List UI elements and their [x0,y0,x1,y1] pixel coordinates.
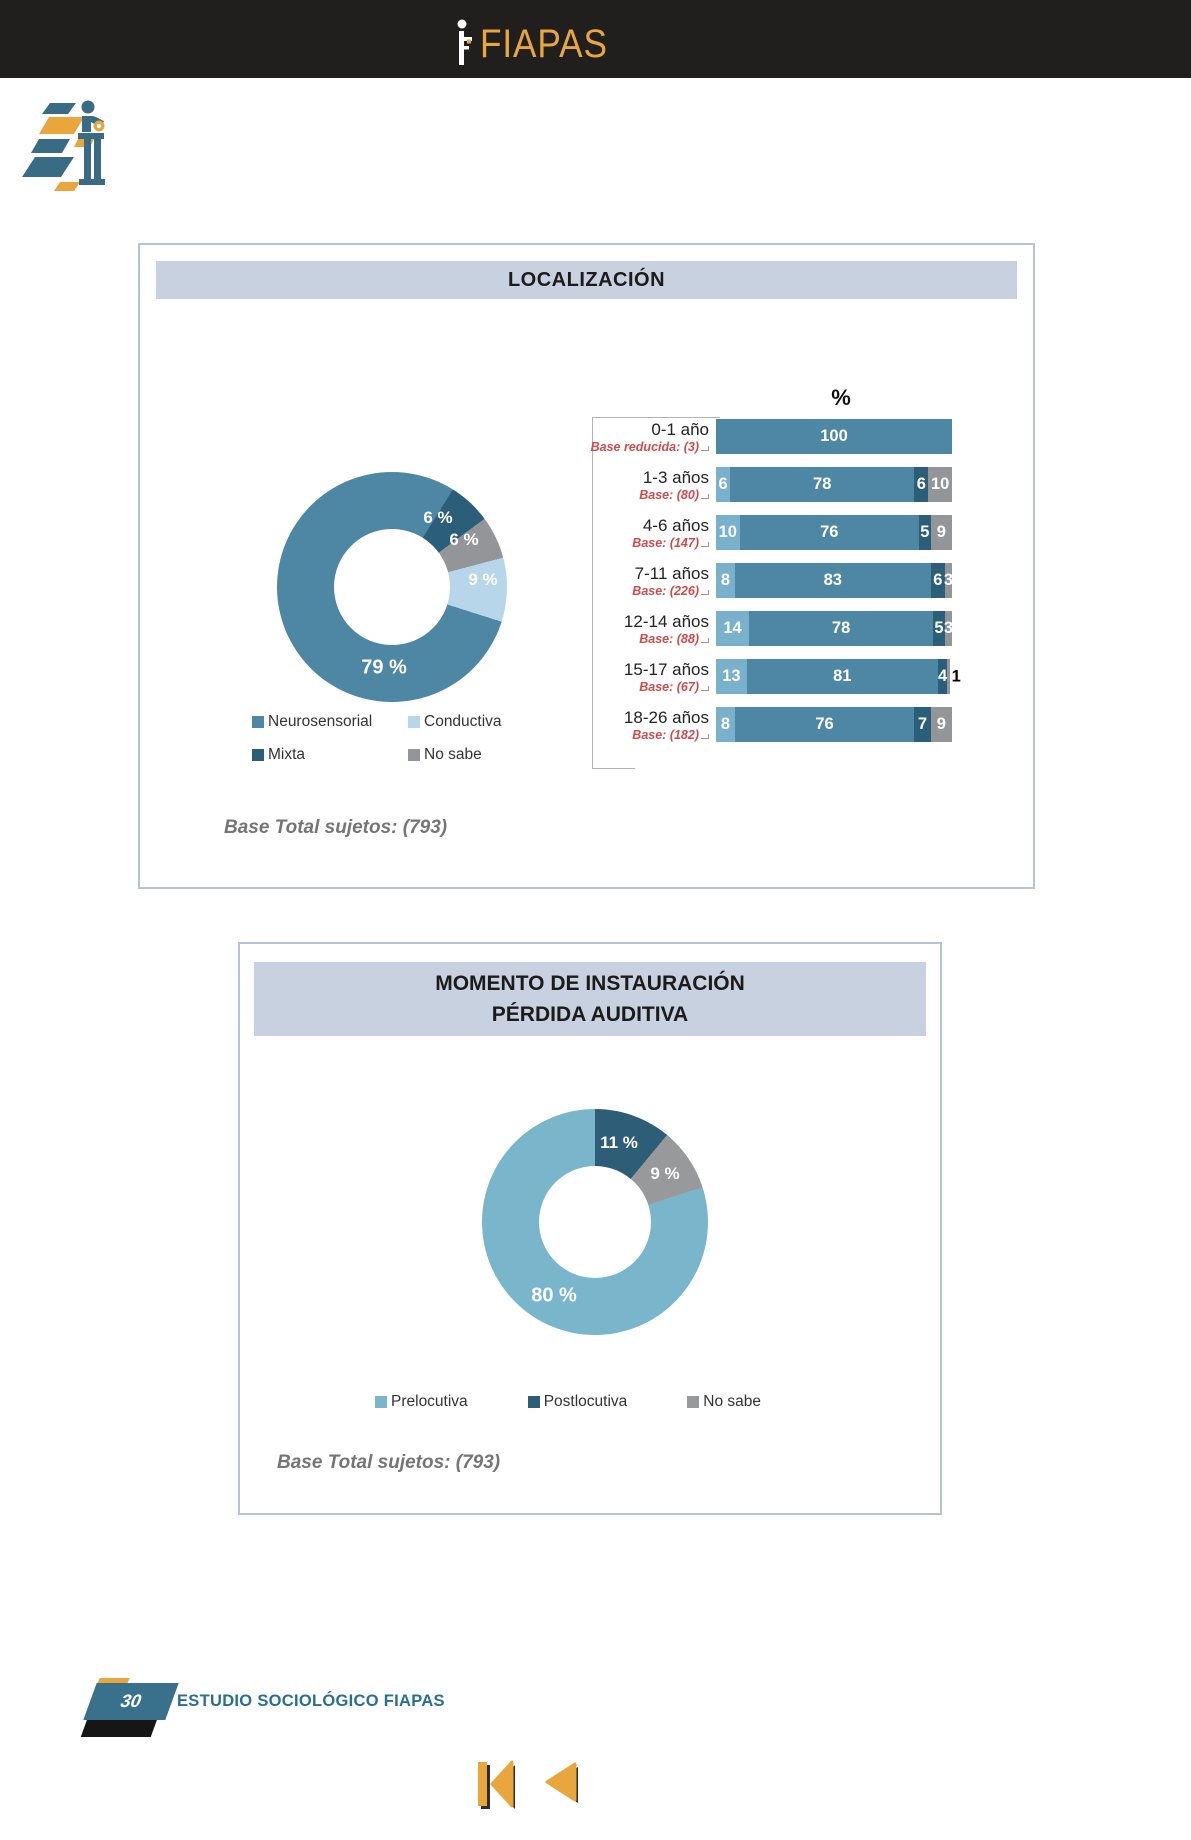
donut-chart-momento [482,1109,708,1335]
age-group-label: 0-1 año [651,419,709,439]
base-size-label: Base: (147) [580,536,709,550]
bar-segment-value: 8 [720,571,731,589]
localizacion-title: LOCALIZACIÓN [156,261,1017,299]
bar-row [580,659,959,694]
bar-segment [735,707,914,742]
momento-title [254,962,926,1036]
bar-segment [931,563,945,598]
bar-row [580,611,959,646]
legend-swatch-icon [687,1396,699,1408]
bar-segment-value: 1 [951,667,961,685]
brand-text: FIAPAS [480,22,608,66]
legend-label: No sabe [703,1393,761,1410]
slice-label-no-sabe-2: 9 % [650,1164,680,1183]
legend-localizacion [252,713,502,764]
bar-segment-value: 76 [815,715,834,733]
bar-segment [730,467,914,502]
bar-segment-value: 78 [831,619,851,637]
age-group-label: 7-11 años [634,563,709,583]
bar-segment [716,515,740,550]
bar-segment-value: 8 [720,715,731,733]
legend-swatch-icon [528,1396,540,1408]
age-bar-chart [580,419,959,755]
legend-swatch-icon [252,716,264,728]
bar-segment-value: 10 [931,475,950,493]
momento-panel [238,942,942,1515]
bar-category-label [580,467,716,502]
slice-label-conductiva: 9 % [468,570,498,589]
base-size-label: Base: (226) [580,584,709,598]
bar-category-label [580,659,716,694]
bar-segment-value: 9 [936,715,946,733]
base-size-label: Base: (80) [580,488,709,502]
bar-segment [716,659,747,694]
legend-item [528,1393,628,1411]
bar-segment [747,659,938,694]
legend-item [687,1393,761,1411]
age-group-label: 12-14 años [623,611,709,631]
bar-segment [938,659,947,694]
bar-segment [931,515,952,550]
bar-segment [735,563,931,598]
bar-segment [716,707,735,742]
localizacion-panel [138,243,1035,889]
legend-label: Neurosensorial [268,713,373,730]
base-size-label: Base reducida: (3) [580,440,709,454]
legend-item [375,1393,468,1411]
bar-segment-value: 14 [723,619,742,637]
bar-segment [914,467,928,502]
stacked-bar [716,611,952,646]
stacked-bar [716,515,952,550]
legend-swatch-icon [408,716,420,728]
stacked-bar [716,707,952,742]
age-group-label: 15-17 años [623,659,709,679]
legend-item [408,713,502,731]
base-size-label: Base: (182) [580,728,709,742]
slice-label-prelocutiva: 80 % [531,1284,577,1307]
legend-momento [375,1393,761,1411]
bar-segment [716,419,952,454]
report-footer-title: ESTUDIO SOCIOLÓGICO FIAPAS [177,1692,445,1710]
stacked-bar [716,563,952,598]
bar-segment-value: 5 [920,523,930,541]
bar-segment-value: 6 [916,475,926,493]
bar-segment-value: 78 [813,475,832,493]
bar-segment-value: 81 [833,667,852,685]
badge-shadow [81,1719,158,1737]
bar-segment [914,707,931,742]
legend-swatch-icon [408,749,420,761]
base-note-momento: Base Total sujetos: (793) [277,1452,501,1473]
fiapas-person-icon [455,19,475,65]
bar-segment [945,563,952,598]
bar-row [580,467,959,502]
age-group-label: 1-3 años [642,467,709,487]
bar-category-label [580,419,716,454]
page-number-badge [80,1678,190,1740]
bar-segment [931,707,952,742]
legend-item [252,746,408,764]
bar-segment [945,611,952,646]
bar-category-label [580,707,716,742]
bar-segment [947,659,961,694]
donut-hole [539,1166,651,1278]
bar-row [580,707,959,742]
stacked-bar [716,659,961,694]
base-size-label: Base: (88) [580,632,709,646]
bar-segment-value: 100 [820,427,848,445]
base-note-localizacion: Base Total sujetos: (793) [224,817,448,838]
bar-row [580,563,959,598]
legend-label: Prelocutiva [391,1393,468,1410]
bar-segment-value: 3 [943,619,954,637]
bar-segment [928,467,952,502]
bar-category-label [580,563,716,598]
donut-hole [334,529,450,645]
bar-segment-value: 9 [936,523,946,541]
base-size-label: Base: (67) [580,680,709,694]
legend-label: No sabe [424,746,482,763]
skip-to-start-button[interactable] [478,1762,515,1809]
slice-label-mixta: 6 % [423,508,453,527]
bar-segment [716,611,749,646]
momento-title-line1: MOMENTO DE INSTAURACIÓN [435,972,745,995]
legend-label: Mixta [268,746,306,763]
bar-segment [919,515,931,550]
percent-axis-label: % [831,385,851,410]
fiapas-logo [455,17,625,65]
bar-row [580,419,959,454]
bar-segment-value: 3 [943,571,954,589]
bar-segment [716,467,730,502]
age-group-label: 18-26 años [623,707,709,727]
bar-segment-value: 6 [718,475,728,493]
bar-segment-value: 13 [722,667,741,685]
fiapas-corner-logo [20,94,120,202]
previous-page-button[interactable] [547,1764,578,1803]
page-number: 30 [83,1683,178,1720]
bar-segment-value: 5 [934,619,944,637]
bar-segment-value: 76 [820,523,839,541]
stacked-bar [716,419,952,454]
slice-label-no-sabe: 6 % [449,530,479,549]
bar-segment [716,563,735,598]
bar-segment-value: 7 [917,715,928,733]
slice-label-neurosensorial: 79 % [361,656,407,679]
bar-segment-value: 83 [823,571,842,589]
age-group-label: 4-6 años [642,515,709,535]
legend-swatch-icon [252,749,264,761]
bar-segment-value: 10 [718,523,737,541]
header-bar [0,0,1191,78]
bar-category-label [580,611,716,646]
legend-item [408,746,502,764]
bar-segment [749,611,933,646]
legend-label: Postlocutiva [543,1393,628,1410]
slice-label-postlocutiva: 11 % [600,1133,638,1152]
stacked-bar [716,467,952,502]
bar-segment-value: 4 [937,667,948,685]
donut-chart-localizacion [277,472,507,702]
page-navigation [468,1756,588,1812]
legend-item [252,713,408,731]
bar-row [580,515,959,550]
legend-swatch-icon [375,1396,387,1408]
bar-segment-value: 6 [933,571,943,589]
legend-label: Conductiva [424,713,502,730]
bar-category-label [580,515,716,550]
momento-title-line2: PÉRDIDA AUDITIVA [491,1003,689,1026]
bar-segment [740,515,919,550]
